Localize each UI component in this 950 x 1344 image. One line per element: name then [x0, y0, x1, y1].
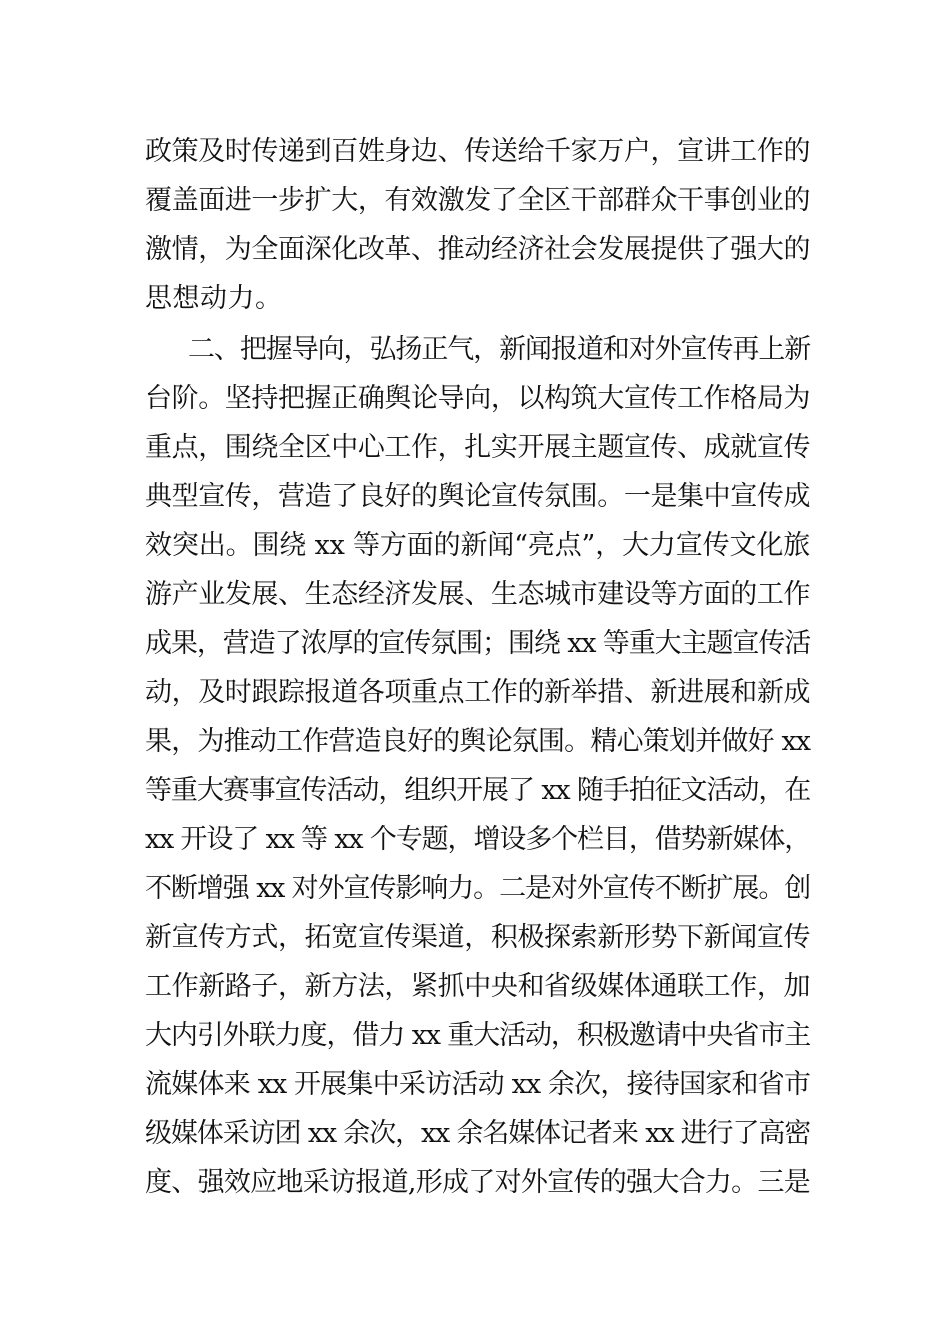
body-text-line: 大内引外联力度，借力 xx 重大活动，积极邀请中央省市主 [145, 1020, 810, 1051]
body-text-line: 动，及时跟踪报道各项重点工作的新举措、新进展和新成 [145, 677, 810, 708]
section-heading-line: 二、把握导向，弘扬正气，新闻报道和对外宣传再上新 [188, 334, 810, 365]
body-text-line: 流媒体来 xx 开展集中采访活动 xx 余次，接待国家和省市 [145, 1069, 810, 1100]
body-text-line: 激情，为全面深化改革、推动经济社会发展提供了强大的 [145, 234, 810, 265]
body-text-line: 成果，营造了浓厚的宣传氛围；围绕 xx 等重大主题宣传活 [145, 628, 810, 659]
body-text-line: 典型宣传，营造了良好的舆论宣传氛围。一是集中宣传成 [145, 481, 810, 512]
body-text-line: 覆盖面进一步扩大，有效激发了全区干部群众干事创业的 [145, 185, 810, 216]
body-text-line: 工作新路子，新方法，紧抓中央和省级媒体通联工作，加 [145, 971, 810, 1002]
body-text-line: 台阶。坚持把握正确舆论导向，以构筑大宣传工作格局为 [145, 383, 810, 414]
body-text-line: 果，为推动工作营造良好的舆论氛围。精心策划并做好 xx [145, 726, 810, 757]
body-text-line: 重点，围绕全区中心工作，扎实开展主题宣传、成就宣传 [145, 432, 810, 463]
body-text-line: 游产业发展、生态经济发展、生态城市建设等方面的工作 [145, 579, 810, 610]
body-text-line: 不断增强 xx 对外宣传影响力。二是对外宣传不断扩展。创 [145, 873, 810, 904]
body-text-line: 级媒体采访团 xx 余次，xx 余名媒体记者来 xx 进行了高密 [145, 1118, 810, 1149]
body-text-line: 度、强效应地采访报道,形成了对外宣传的强大合力。三是 [145, 1167, 810, 1198]
body-text-line: 效突出。围绕 xx 等方面的新闻“亮点”，大力宣传文化旅 [145, 530, 810, 561]
body-text-line: xx 开设了 xx 等 xx 个专题，增设多个栏目，借势新媒体， [145, 824, 810, 855]
body-text-line: 等重大赛事宣传活动，组织开展了 xx 随手拍征文活动，在 [145, 775, 810, 806]
body-text-line: 政策及时传递到百姓身边、传送给千家万户，宣讲工作的 [145, 136, 810, 167]
body-text-line: 思想动力。 [145, 283, 283, 314]
body-text-line: 新宣传方式，拓宽宣传渠道，积极探索新形势下新闻宣传 [145, 922, 810, 953]
